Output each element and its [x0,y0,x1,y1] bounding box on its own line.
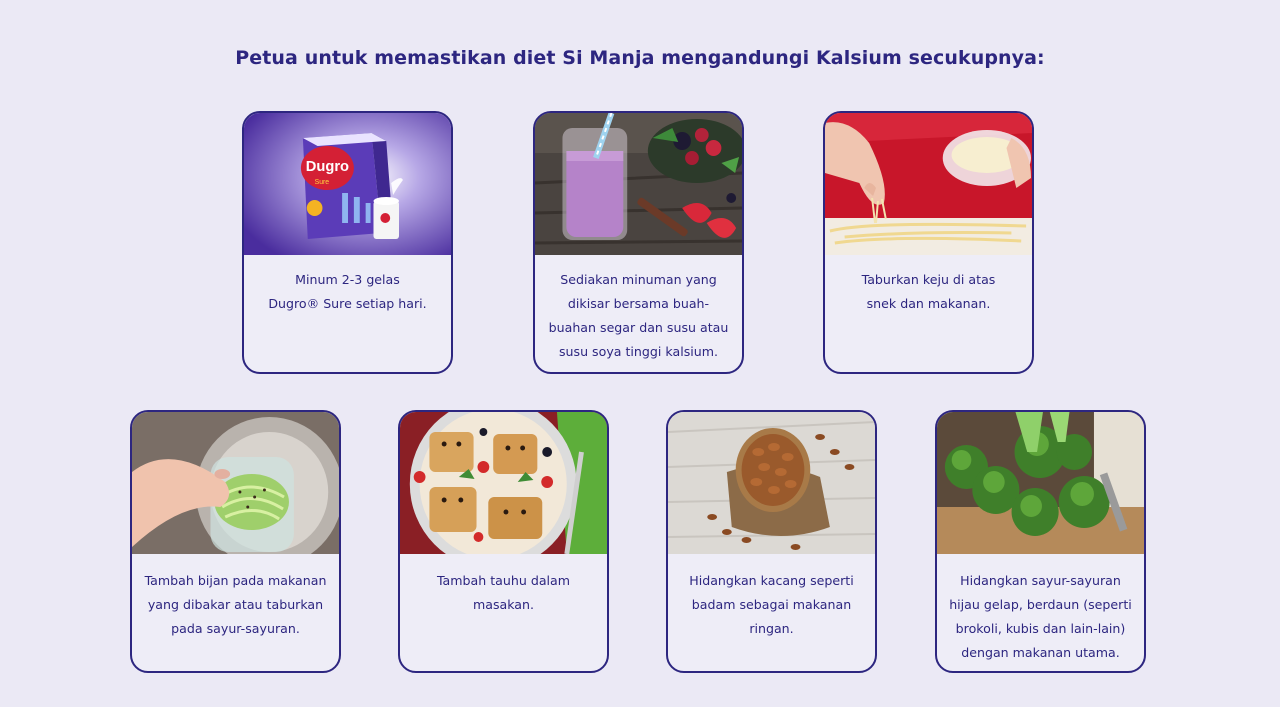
tip-card-sesame [130,410,341,673]
sprinkling-cheese-image [825,113,1032,255]
tip-text: Hidangkan kacang seperti badam sebagai makanan ringan. [689,573,854,636]
almond-bowl-image [668,412,875,554]
tip-card-almond [666,410,877,673]
tip-card-dugro [242,111,453,374]
tofu-pasta-image [400,412,607,554]
brand-logo-text: Dugro [305,158,350,176]
tip-text: Tambah tauhu dalam masakan. [436,573,571,612]
broccoli-image [937,412,1144,554]
page-title: Petua untuk memastikan diet Si Manja mengandungi Kalsium secukupnya: [235,47,1045,69]
sesame-vegetables-image [132,412,339,554]
brand-sub-text: Sure [314,178,330,187]
tip-text: Sediakan minuman yang dikisar bersama buah-buahan segar dan susu atau susu soya tinggi kalsium. [548,272,729,359]
tip-text: Hidangkan sayur-sayuran hijau gelap, berdaun (seperti brokoli, kubis dan lain-lain) dengan makanan utama. [949,573,1132,660]
tip-card-cheese [823,111,1034,374]
berry-smoothie-image [535,113,742,255]
tip-text: Tambah bijan pada makanan yang dibakar atau taburkan pada sayur-sayuran. [144,573,327,636]
tip-card-tofu [398,410,609,673]
tip-card-broccoli [935,410,1146,673]
tip-text: Taburkan keju di atas snek dan makanan. [861,272,996,311]
tip-card-smoothie [533,111,744,374]
dugro-sure-product-image [244,113,451,255]
tip-text: Minum 2-3 gelas Dugro® Sure setiap hari. [268,272,427,311]
